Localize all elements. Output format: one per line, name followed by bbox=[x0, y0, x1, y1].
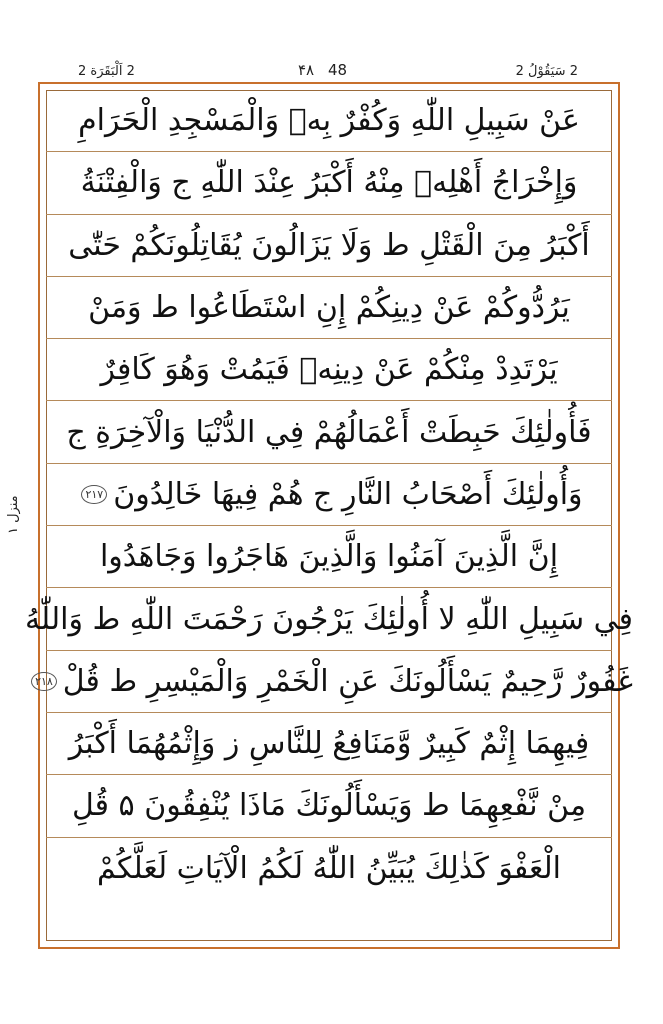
page-header bbox=[40, 60, 618, 82]
text-line bbox=[46, 277, 612, 339]
page-number-urdu: ۴۸ bbox=[298, 61, 315, 79]
line-text: مِنْ نَّفْعِهِمَا ط وَيَسْأَلُونَكَ مَاذَا يُنْفِقُونَ ۵ قُلِ bbox=[71, 788, 587, 824]
text-line bbox=[46, 713, 612, 775]
text-line bbox=[46, 152, 612, 214]
page-number: 48 bbox=[328, 61, 348, 79]
line-text: فَأُولٰئِكَ حَبِطَتْ أَعْمَالُهُمْ فِي الدُّنْيَا وَالْآخِرَةِ ج bbox=[66, 414, 592, 450]
text-line bbox=[24, 588, 634, 650]
ayah-number-marker: ٢١٧ bbox=[81, 485, 107, 504]
text-line bbox=[46, 90, 612, 152]
line-text: أَكْبَرُ مِنَ الْقَتْلِ ط وَلَا يَزَالُونَ يُقَاتِلُونَكُمْ حَتّٰى bbox=[68, 227, 590, 263]
manzil-label: منزل ١ bbox=[6, 495, 21, 535]
line-text: الْعَفْوَ كَذٰلِكَ يُبَيِّنُ اللّٰهُ لَكُمُ الْآيَاتِ لَعَلَّكُمْ bbox=[97, 851, 562, 887]
text-line bbox=[35, 651, 633, 713]
line-text: فِيهِمَا إِثْمٌ كَبِيرٌ وَّمَنَافِعُ لِلنَّاسِ ز وَإِثْمُهُمَا أَكْبَرُ bbox=[68, 726, 590, 762]
line-text: وَأُولٰئِكَ أَصْحَابُ النَّارِ ج هُمْ فِيهَا خَالِدُونَ bbox=[113, 476, 583, 512]
line-text: يَرْتَدِدْ مِنْكُمْ عَنْ دِينِهٖ فَيَمُتْ وَهُوَ كَافِرٌ bbox=[100, 352, 558, 388]
line-text: وَإِخْرَاجُ أَهْلِهٖ مِنْهُ أَكْبَرُ عِنْدَ اللّٰهِ ج وَالْفِتْنَةُ bbox=[80, 165, 578, 201]
line-text: غَفُورٌ رَّحِيمٌ يَسْأَلُونَكَ عَنِ الْخَمْرِ وَالْمَيْسِرِ ط قُلْ bbox=[62, 663, 633, 699]
text-line bbox=[46, 215, 612, 277]
line-text: عَنْ سَبِيلِ اللّٰهِ وَكُفْرٌ بِهٖ وَالْمَسْجِدِ الْحَرَامِ bbox=[78, 103, 580, 139]
text-line bbox=[46, 464, 612, 526]
line-text: يَرُدُّوكُمْ عَنْ دِينِكُمْ إِنِ اسْتَطَاعُوا ط وَمَنْ bbox=[88, 290, 570, 326]
line-text: فِي سَبِيلِ اللّٰهِ لا أُولٰئِكَ يَرْجُونَ رَحْمَتَ اللّٰهِ ط وَاللّٰهُ bbox=[24, 601, 634, 637]
text-line bbox=[46, 526, 612, 588]
line-text: إِنَّ الَّذِينَ آمَنُوا وَالَّذِينَ هَاجَرُوا وَجَاهَدُوا bbox=[99, 539, 559, 575]
text-line bbox=[46, 401, 612, 463]
text-line bbox=[46, 339, 612, 401]
text-line bbox=[46, 775, 612, 837]
juz-name-label: 2 سَيَقُوْلُ 2 bbox=[515, 64, 578, 79]
text-line bbox=[46, 838, 612, 900]
ayah-number-marker: ٢١٨ bbox=[31, 672, 57, 691]
surah-name-label: 2 اَلْبَقَرَة 2 bbox=[78, 64, 135, 79]
quran-text-block bbox=[24, 90, 634, 900]
